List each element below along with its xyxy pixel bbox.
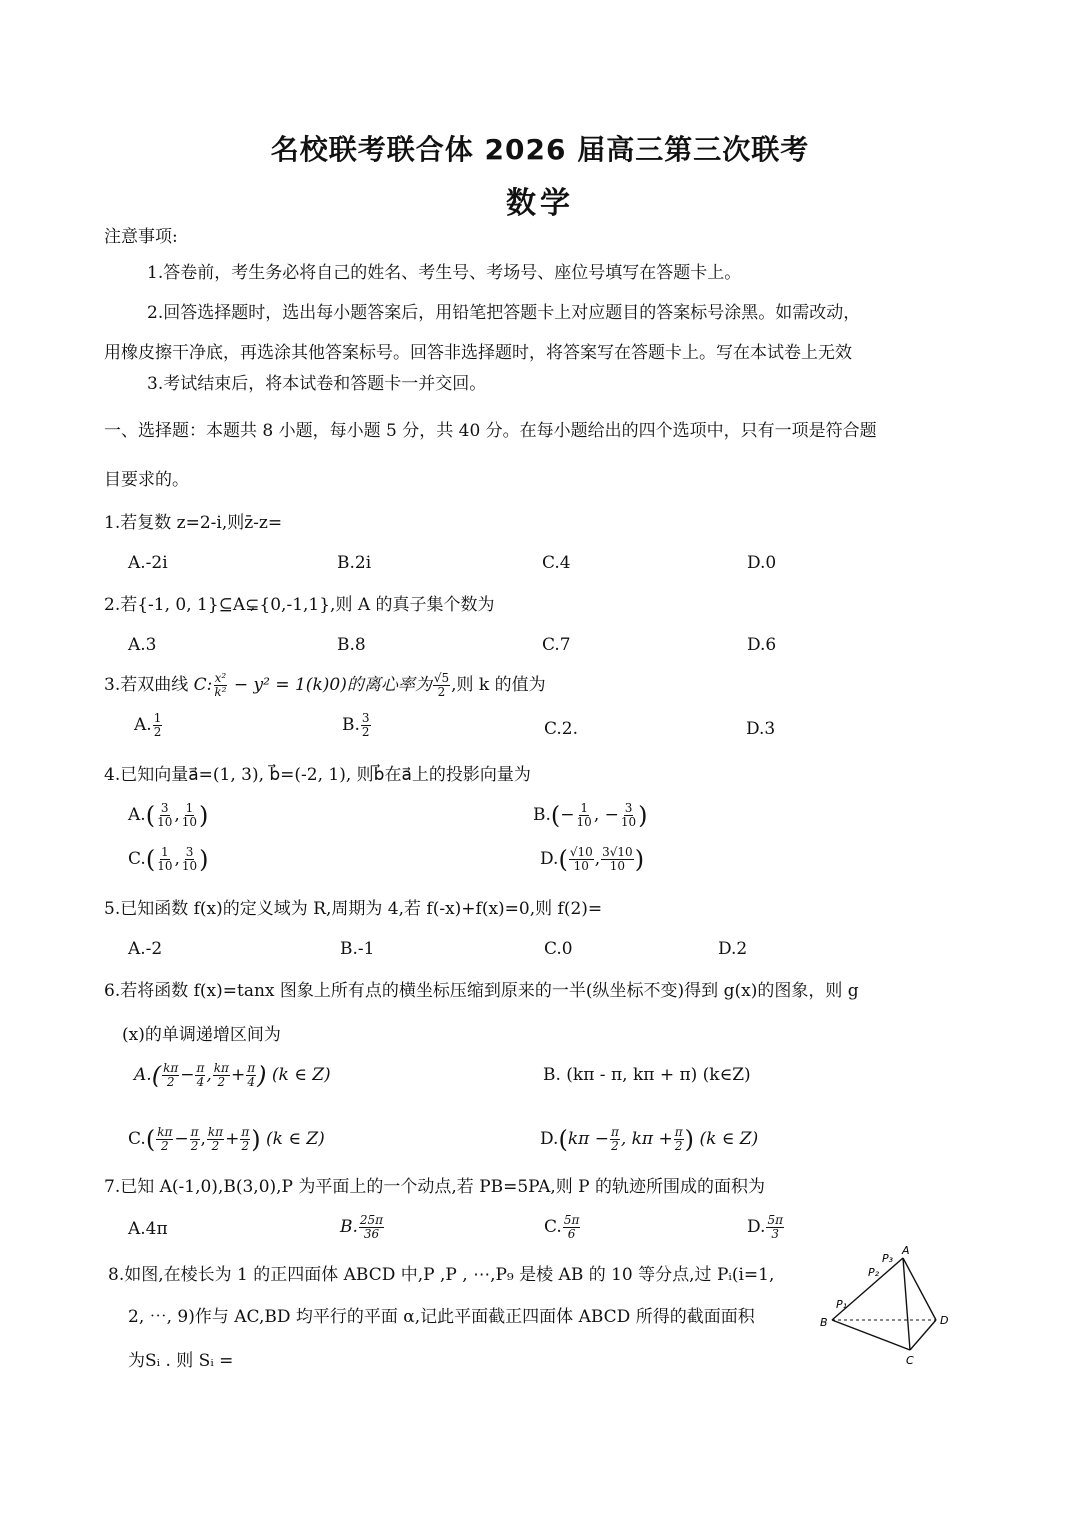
q4-d1-num: √10 <box>569 845 593 859</box>
q2-option-d: D.6 <box>747 635 777 655</box>
q3-curve-name: C: <box>193 675 213 695</box>
q6-a-frac2 <box>195 1062 205 1089</box>
q4-option-b: B.(− $\frac{1}{10}$ , − $\frac{3}{10}$ ) <box>533 801 648 830</box>
q4-a-frac1 <box>156 802 173 829</box>
q3-a-den: 2 <box>153 725 162 739</box>
q6-option-d: D.(kπ − $\frac{\pi}{2}$ , kπ + $\frac{\pi}{2}$ ) (k ∈ Z) <box>540 1125 759 1154</box>
q8-line-2: 2, ⋯, 9)作与 AC,BD 均平行的平面 α,记此平面截正四面体 ABCD 所得的截面面积 <box>128 1307 755 1327</box>
q4-stem: 4.已知向量a⃗=(1, 3), b⃗=(-2, 1), 则b⃗在a⃗上的投影向量为 <box>104 765 531 785</box>
q7-b-num: 25π <box>359 1213 384 1227</box>
q6-a-frac4 <box>246 1062 256 1089</box>
q4-c-frac1 <box>156 846 173 873</box>
q3-a-label: A. <box>134 715 152 735</box>
q3-two: 2 <box>437 685 446 699</box>
q6-d2-den: 2 <box>674 1139 683 1153</box>
q6-c1-den: 2 <box>160 1139 169 1153</box>
q1-stem: 1.若复数 z=2-i,则z̄-z= <box>104 513 283 533</box>
q7-d-fraction <box>766 1214 784 1241</box>
q5-option-c: C.0 <box>544 939 573 959</box>
q3-b-fraction <box>361 712 371 739</box>
q6-c3-num: kπ <box>207 1125 224 1139</box>
q6-a2-den: 4 <box>196 1075 205 1089</box>
q4-d2-num: 3√10 <box>602 845 633 859</box>
q6-a1-den: 2 <box>166 1075 175 1089</box>
q5-option-b: B.-1 <box>340 939 375 959</box>
q4-d-frac2 <box>601 846 634 873</box>
q6-option-c: C.( $\frac{k\pi}{2}$ − $\frac{\pi}{2}$ , $\frac{k\pi}{2}$ + $\frac{\pi}{2}$ ) (k ∈ Z) <box>128 1125 325 1154</box>
q4-c-label: C. <box>128 849 146 869</box>
q7-c-num: 5π <box>563 1213 580 1227</box>
q3-mid: − y² = 1(k)0)的离心率为 <box>228 675 432 695</box>
edge-ac <box>903 1258 910 1350</box>
q6-d-part-a: kπ − <box>567 1129 609 1149</box>
q6-d-part-b: , kπ + <box>620 1129 673 1149</box>
q2-stem: 2.若{-1, 0, 1}⊆A⊊{0,-1,1},则 A 的真子集个数为 <box>104 595 495 615</box>
q7-option-b <box>340 1214 385 1241</box>
q7-d-label: D. <box>747 1217 766 1237</box>
q6-a4-den: 4 <box>247 1075 255 1089</box>
q6-c-frac4 <box>240 1126 250 1153</box>
subject-title: 数学 <box>506 186 574 221</box>
q6-a3-den: 2 <box>217 1075 226 1089</box>
q3-b-den: 2 <box>361 725 370 739</box>
q7-stem: 7.已知 A(-1,0),B(3,0),P 为平面上的一个动点,若 PB=5PA,则 P 的轨迹所围成的面积为 <box>104 1177 765 1197</box>
q7-b-fraction <box>359 1214 384 1241</box>
q4-option-a: A.( $\frac{3}{10}$ , $\frac{1}{10}$ ) <box>128 801 209 830</box>
q1-option-c: C.4 <box>542 553 571 573</box>
q6-d1-num: π <box>610 1125 619 1139</box>
q4-option-d: D.( $\frac{√10}{10}$ , $\frac{3√10}{10}$ ) <box>540 845 645 874</box>
q2-option-c: C.7 <box>542 635 571 655</box>
q3-option-b <box>342 712 372 739</box>
notes-item-2a: 2.回答选择题时，选出每小题答案后，用铅笔把答题卡上对应题目的答案标号涂黑。如需改动， <box>147 303 861 323</box>
q6-a-frac3 <box>213 1062 230 1089</box>
q4-a-label: A. <box>128 805 146 825</box>
q6-c-frac1 <box>156 1126 173 1153</box>
point-p3-label: P₃ <box>882 1252 894 1265</box>
q4-b2-den: 10 <box>620 815 637 829</box>
q7-option-d <box>747 1214 785 1241</box>
q3-stem <box>104 672 546 699</box>
q3-eccentricity <box>433 672 450 699</box>
q3-a-num: 1 <box>153 711 162 725</box>
notes-item-1: 1.答卷前，考生务必将自己的姓名、考生号、考场号、座位号填写在答题卡上。 <box>147 263 742 283</box>
section1-line1: 一、选择题：本题共 8 小题，每小题 5 分，共 40 分。在每小题给出的四个选项中，只有一项是符合题 <box>104 421 877 441</box>
q3-option-a <box>134 712 163 739</box>
q4-d1-den: 10 <box>573 859 589 873</box>
vertex-d-label: D <box>940 1314 949 1327</box>
q4-c-frac2 <box>181 846 198 873</box>
vertex-b-label: B <box>820 1316 828 1329</box>
q3-option-c: C.2. <box>544 719 579 739</box>
q4-a2-den: 10 <box>181 815 198 829</box>
q4-d-frac1 <box>569 846 594 873</box>
q4-c1-den: 10 <box>157 859 173 873</box>
q3-b-label: B. <box>342 715 360 735</box>
q2-option-a: A.3 <box>128 635 157 655</box>
q3-k2: k² <box>214 685 227 699</box>
q4-c2-num: 3 <box>185 845 194 859</box>
q6-d-frac2 <box>674 1126 684 1153</box>
q6-option-a: A.( $\frac{k\pi}{2}$ − $\frac{\pi}{4}$ , $\frac{k\pi}{2}$ + $\frac{\pi}{4}$ ) (k ∈ Z) <box>134 1061 331 1090</box>
q1-option-d: D.0 <box>747 553 777 573</box>
q4-b-frac2 <box>620 802 637 829</box>
q6-a4-num: π <box>247 1061 256 1075</box>
q6-c2-den: 2 <box>190 1139 199 1153</box>
q3-b-num: 3 <box>361 711 370 725</box>
q5-option-a: A.-2 <box>128 939 163 959</box>
q3-fraction-x2-k2 <box>213 672 227 699</box>
q7-b-den: 36 <box>363 1227 380 1241</box>
notes-item-3: 3.考试结束后，将本试卷和答题卡一并交回。 <box>147 374 487 394</box>
q3-a-fraction <box>153 712 163 739</box>
q6-a-label: A. <box>134 1065 152 1085</box>
q3-pre: 3.若双曲线 <box>104 675 194 695</box>
q6-stem-2: (x)的单调递增区间为 <box>122 1025 281 1045</box>
q6-c-label: C. <box>128 1129 146 1149</box>
q4-a1-den: 10 <box>157 815 173 829</box>
notes-item-2b: 用橡皮擦干净底，再选涂其他答案标号。回答非选择题时，将答案写在答题卡上。写在本试卷上无效 <box>104 343 852 363</box>
q6-stem-1: 6.若将函数 f(x)=tanx 图象上所有点的横坐标压缩到原来的一半(纵坐标不变)得到 g(x)的图象，则 g <box>104 981 859 1001</box>
q7-c-label: C. <box>544 1217 562 1237</box>
q4-option-c: C.( $\frac{1}{10}$ , $\frac{3}{10}$ ) <box>128 845 209 874</box>
q6-a2-num: π <box>196 1061 205 1075</box>
q6-c1-num: kπ <box>157 1125 173 1139</box>
q6-c3-den: 2 <box>211 1139 220 1153</box>
q6-d-label: D. <box>540 1129 559 1149</box>
q6-c-frac3 <box>207 1126 224 1153</box>
q6-d2-num: π <box>674 1125 683 1139</box>
q6-c2-num: π <box>190 1125 199 1139</box>
section1-line2: 目要求的。 <box>104 470 189 490</box>
q1-option-b: B.2i <box>337 553 372 573</box>
q6-a-frac1 <box>162 1062 179 1089</box>
q6-option-b: B. (kπ - π, kπ + π) (k∈Z) <box>543 1065 751 1085</box>
q3-post: ,则 k 的值为 <box>451 675 546 695</box>
notes-heading: 注意事项: <box>104 227 178 247</box>
q6-d-kz: (k ∈ Z) <box>699 1129 759 1149</box>
q4-c2-den: 10 <box>181 859 198 873</box>
edge-bc <box>832 1320 910 1350</box>
q4-a-frac2 <box>181 802 198 829</box>
q6-a1-num: kπ <box>163 1061 179 1075</box>
q4-b-frac1 <box>576 802 593 829</box>
q7-d-num: 5π <box>767 1213 783 1227</box>
q8-line-1: 8.如图,在棱长为 1 的正四面体 ABCD 中,P ,P , ⋯,P₉ 是棱 AB 的 10 等分点,过 Pᵢ(i=1, <box>108 1265 775 1285</box>
q3-sqrt5: √5 <box>433 671 450 685</box>
q6-c4-num: π <box>241 1125 250 1139</box>
q6-d-frac1 <box>610 1126 620 1153</box>
q7-option-c <box>544 1214 581 1241</box>
q4-b-label: B. <box>533 805 551 825</box>
q3-option-d: D.3 <box>746 719 776 739</box>
q5-option-d: D.2 <box>718 939 748 959</box>
point-p1-label: P₁ <box>836 1298 848 1311</box>
q4-c1-num: 1 <box>161 845 169 859</box>
q7-c-den: 6 <box>567 1227 576 1241</box>
tetrahedron-svg <box>818 1240 958 1370</box>
q2-option-b: B.8 <box>337 635 366 655</box>
q4-b1-num: 1 <box>580 801 588 815</box>
edge-cd <box>910 1320 936 1350</box>
q7-b-label: B. <box>340 1217 358 1237</box>
q4-d2-den: 10 <box>609 859 626 873</box>
q4-b1-den: 10 <box>576 815 592 829</box>
edge-ad <box>903 1258 936 1320</box>
q6-d1-den: 2 <box>611 1139 619 1153</box>
q5-stem: 5.已知函数 f(x)的定义域为 R,周期为 4,若 f(-x)+f(x)=0,则 f(2)= <box>104 899 603 919</box>
q6-c-kz: (k ∈ Z) <box>266 1129 325 1149</box>
q6-c-frac2 <box>190 1126 200 1153</box>
point-p2-label: P₂ <box>868 1266 880 1279</box>
tetrahedron-figure <box>818 1240 958 1370</box>
q7-option-a: A.4π <box>128 1219 168 1239</box>
q7-d-den: 3 <box>771 1227 780 1241</box>
q4-a1-num: 3 <box>160 801 169 815</box>
q4-d-label: D. <box>540 849 559 869</box>
q4-b2-num: 3 <box>624 801 633 815</box>
vertex-c-label: C <box>906 1354 914 1367</box>
exam-title: 名校联考联合体 2026 届高三第三次联考 <box>270 133 810 166</box>
q6-a3-num: kπ <box>213 1061 229 1075</box>
q6-a-kz: (k ∈ Z) <box>271 1065 331 1085</box>
q7-c-fraction <box>563 1214 581 1241</box>
vertex-a-label: A <box>902 1244 910 1257</box>
q8-line-3: 为Sᵢ . 则 Sᵢ = <box>128 1351 234 1371</box>
q4-a2-num: 1 <box>185 801 194 815</box>
q6-c4-den: 2 <box>241 1139 250 1153</box>
q1-option-a: A.-2i <box>128 553 168 573</box>
q3-x2: x² <box>214 671 227 685</box>
